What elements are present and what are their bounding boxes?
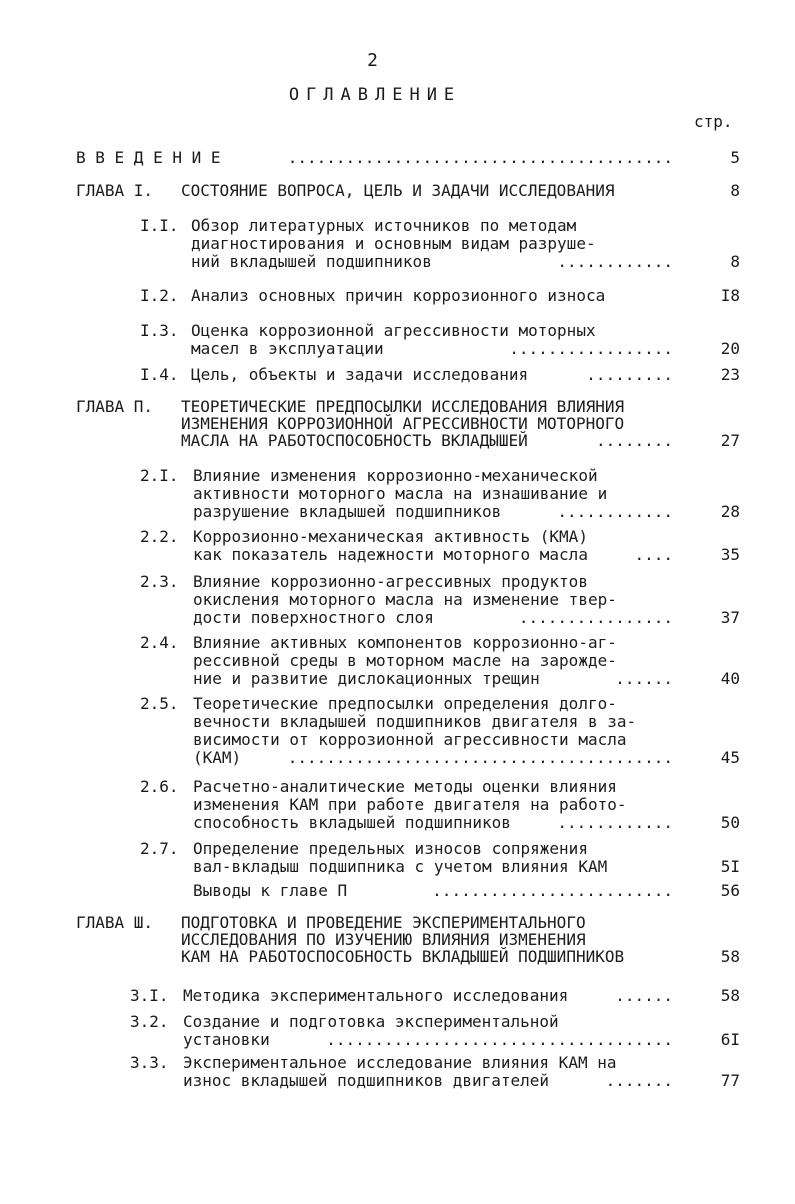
toc-entry-text: (КАМ) — [193, 748, 242, 767]
page-column-label: стр. — [694, 112, 733, 131]
toc-dot-leader: .................................... — [326, 1030, 673, 1049]
toc-page-number: I8 — [720, 286, 740, 305]
toc-dot-leader: ...... — [615, 669, 673, 688]
toc-entry-text: ТЕОРЕТИЧЕСКИЕ ПРЕДПОСЫЛКИ ИССЛЕДОВАНИЯ ВЛИЯНИЯ — [181, 397, 625, 416]
toc-entry-text: Экспериментальное исследование влияния КАМ на — [183, 1053, 617, 1072]
toc-entry-number: 2.2. — [140, 527, 179, 546]
toc-entry-text: Влияние активных компонентов коррозионно-аг- — [193, 633, 617, 652]
toc-entry-number: 2.4. — [140, 633, 179, 652]
toc-entry-number: I.2. — [140, 286, 179, 305]
toc-entry-text: масел в эксплуатации — [191, 339, 384, 358]
toc-entry-number: 3.2. — [130, 1012, 169, 1031]
toc-entry-number: 2.3. — [140, 572, 179, 591]
toc-entry-text: МАСЛА НА РАБОТОСПОСОБНОСТЬ ВКЛАДЫШЕЙ — [181, 431, 528, 450]
page-number: 2 — [367, 50, 378, 71]
toc-page-number: 45 — [720, 748, 740, 767]
toc-entry-number: I.4. — [140, 365, 179, 384]
toc-entry-text: Цель, объекты и задачи исследования — [191, 365, 529, 384]
toc-entry-text: активности моторного масла на изнашивание и — [193, 484, 608, 503]
toc-dot-leader: ........ — [595, 431, 673, 450]
toc-dot-leader: ...... — [615, 986, 673, 1005]
toc-entry-number: 2.5. — [140, 694, 179, 713]
toc-entry-number: 3.3. — [130, 1053, 169, 1072]
toc-page-number: 27 — [720, 431, 740, 450]
toc-entry-number: 2.6. — [140, 777, 179, 796]
toc-entry-text: ПОДГОТОВКА И ПРОВЕДЕНИЕ ЭКСПЕРИМЕНТАЛЬНОГО — [181, 913, 586, 932]
toc-entry-number: 2.7. — [140, 839, 179, 858]
toc-page-number: 56 — [720, 881, 740, 900]
toc-dot-leader: ......................... — [432, 881, 673, 900]
toc-page-number: 58 — [720, 947, 740, 966]
toc-page-number: 6I — [720, 1030, 740, 1049]
toc-entry-text: ИЗМЕНЕНИЯ КОРРОЗИОННОЙ АГРЕССИВНОСТИ МОТОРНОГО — [181, 414, 625, 433]
toc-entry-text: вечности вкладышей подшипников двигателя в за- — [193, 712, 637, 731]
toc-page-number: 40 — [720, 669, 740, 688]
toc-entry-number: ГЛАВА I. — [76, 181, 154, 200]
toc-dot-leader: ............ — [557, 502, 673, 521]
toc-entry-text: Создание и подготовка экспериментальной — [183, 1012, 559, 1031]
toc-entry-text: КАМ НА РАБОТОСПОСОБНОСТЬ ВКЛАДЫШЕЙ ПОДШИПНИКОВ — [181, 947, 625, 966]
toc-entry-text: вал-вкладыш подшипника с учетом влияния КАМ — [193, 857, 608, 876]
toc-entry-text: Коррозионно-механическая активность (КМА) — [193, 527, 588, 546]
toc-entry-text: Обзор литературных источников по методам — [191, 216, 577, 235]
toc-entry-text: диагностирования и основным видам разруше- — [191, 234, 596, 253]
toc-dot-leader: ........................................ — [287, 748, 673, 767]
toc-page-number: 23 — [720, 365, 740, 384]
toc-entry-number: 3.I. — [130, 986, 169, 1005]
toc-entry-text: Теоретические предпосылки определения долго- — [193, 694, 617, 713]
toc-entry-text: ние и развитие дислокационных трещин — [193, 669, 540, 688]
toc-entry-text: Анализ основных причин коррозионного износа — [191, 286, 606, 305]
toc-entry-text: окисления моторного масла на изменение твер- — [193, 590, 617, 609]
toc-entry-text: Влияние коррозионно-агрессивных продуктов — [193, 572, 588, 591]
toc-entry-number: I.3. — [140, 321, 179, 340]
toc-entry-text: Оценка коррозионной агрессивности моторных — [191, 321, 596, 340]
toc-entry-text: Выводы к главе П — [193, 881, 348, 900]
toc-page-number: 28 — [720, 502, 740, 521]
toc-page-number: 58 — [720, 986, 740, 1005]
toc-page-number: 77 — [720, 1071, 740, 1090]
toc-dot-leader: ................. — [509, 339, 673, 358]
toc-entry-text: висимости от коррозионной агрессивности масла — [193, 730, 627, 749]
toc-dot-leader: ........................................ — [287, 148, 673, 167]
toc-entry-text: дости поверхностного слоя — [193, 608, 434, 627]
toc-entry-text: износ вкладышей подшипников двигателей — [183, 1071, 550, 1090]
toc-entry-number: ГЛАВА Ш. — [76, 913, 154, 932]
toc-dot-leader: ......... — [586, 365, 673, 384]
toc-page-number: 8 — [730, 252, 740, 271]
toc-dot-leader: .... — [634, 545, 673, 564]
toc-entry-text: СОСТОЯНИЕ ВОПРОСА, ЦЕЛЬ И ЗАДАЧИ ИССЛЕДОВАНИЯ — [181, 181, 615, 200]
toc-entry-number: В В Е Д Е Н И Е — [76, 148, 221, 167]
toc-dot-leader: ............ — [557, 813, 673, 832]
toc-entry-text: Влияние изменения коррозионно-механической — [193, 466, 598, 485]
toc-page-number: 5 — [730, 148, 740, 167]
toc-entry-text: ний вкладышей подшипников — [191, 252, 432, 271]
toc-page-number: 8 — [730, 181, 740, 200]
toc-entry-number: 2.I. — [140, 466, 179, 485]
toc-page-number: 35 — [720, 545, 740, 564]
toc-entry-text: как показатель надежности моторного масла — [193, 545, 588, 564]
toc-dot-leader: ............ — [557, 252, 673, 271]
toc-title: ОГЛАВЛЕНИЕ — [288, 85, 462, 105]
toc-entry-number: I.I. — [140, 216, 179, 235]
toc-page-number: 20 — [720, 339, 740, 358]
toc-entry-text: способность вкладышей подшипников — [193, 813, 511, 832]
toc-page-number: 37 — [720, 608, 740, 627]
toc-entry-text: Расчетно-аналитические методы оценки влияния — [193, 777, 617, 796]
toc-entry-text: изменения КАМ при работе двигателя на работо- — [193, 795, 627, 814]
toc-dot-leader: ................ — [518, 608, 673, 627]
toc-page-number: 50 — [720, 813, 740, 832]
toc-entry-text: разрушение вкладышей подшипников — [193, 502, 502, 521]
toc-entry-text: Методика экспериментального исследования — [183, 986, 569, 1005]
toc-page-number: 5I — [720, 857, 740, 876]
toc-entry-text: установки — [183, 1030, 270, 1049]
toc-dot-leader: ....... — [605, 1071, 673, 1090]
toc-entry-text: рессивной среды в моторном масле на зарожде- — [193, 651, 617, 670]
toc-entry-text: Определение предельных износов сопряжения — [193, 839, 588, 858]
toc-entry-number: ГЛАВА П. — [76, 397, 154, 416]
toc-entry-text: ИССЛЕДОВАНИЯ ПО ИЗУЧЕНИЮ ВЛИЯНИЯ ИЗМЕНЕНИЯ — [181, 930, 586, 949]
